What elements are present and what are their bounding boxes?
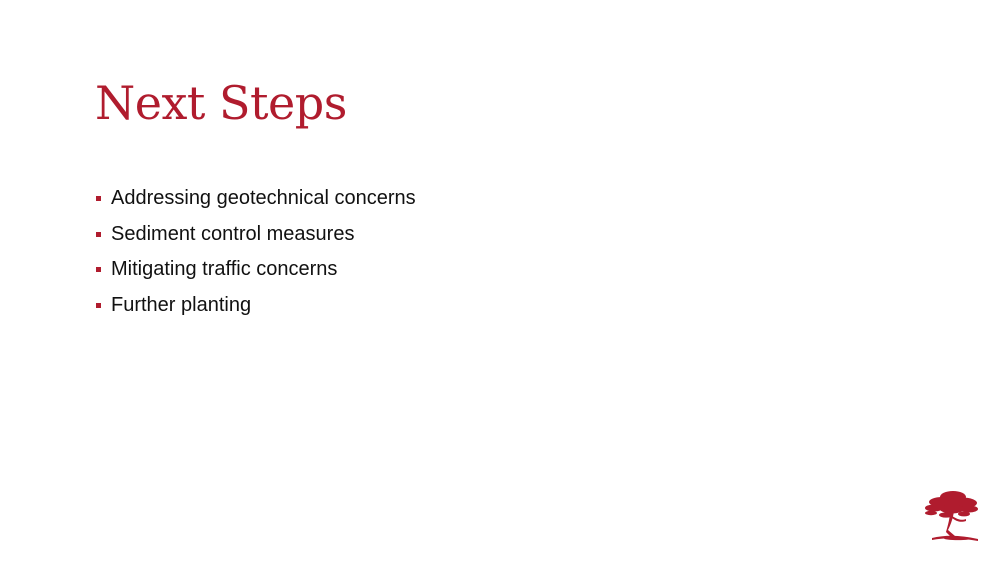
square-bullet-icon (96, 232, 101, 237)
list-item (96, 217, 416, 253)
list-item-text: Sediment control measures (111, 222, 355, 245)
square-bullet-icon (96, 196, 101, 201)
list-item (96, 288, 416, 324)
square-bullet-icon (96, 303, 101, 308)
list-item-text: Addressing geotechnical concerns (111, 187, 416, 210)
bullet-list (96, 181, 416, 323)
slide-title: Next Steps (95, 76, 347, 130)
list-item-text: Further planting (111, 293, 252, 316)
list-item (96, 181, 416, 217)
tree-logo-icon (922, 488, 982, 544)
list-item-text: Mitigating traffic concerns (111, 258, 338, 281)
list-item (96, 252, 416, 288)
square-bullet-icon (96, 267, 101, 272)
